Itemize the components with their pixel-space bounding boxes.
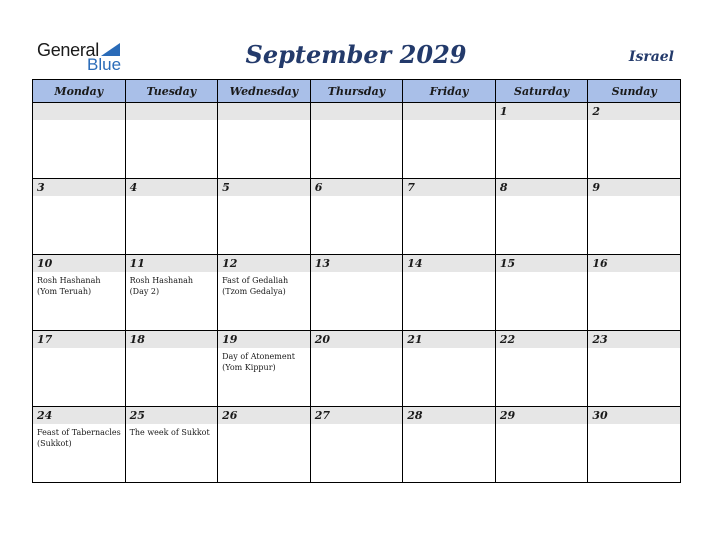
day-cell-header (496, 331, 588, 348)
day-cell (310, 179, 403, 255)
day-cell (125, 407, 218, 483)
day-cell (125, 331, 218, 407)
day-number: 3 (37, 181, 45, 194)
day-number: 26 (222, 409, 238, 422)
weekday-header: Sunday (588, 80, 681, 103)
day-cell-header (496, 255, 588, 272)
day-cell-header (311, 255, 403, 272)
day-number: 9 (592, 181, 601, 194)
day-number: 10 (37, 257, 53, 270)
holiday-event: Rosh Hashanah (Day 2) (129, 276, 194, 296)
day-number: 15 (499, 257, 516, 270)
weekday-header-row (33, 80, 681, 103)
weekday-header: Thursday (310, 80, 403, 103)
holiday-event (588, 424, 680, 427)
day-cell-header (311, 407, 403, 424)
calendar-title: September 2029 (245, 40, 467, 69)
holiday-event: Feast of Tabernacles (Sukkot) (37, 428, 121, 448)
country-label: Israel (628, 49, 674, 65)
day-number (311, 103, 403, 106)
day-cell (403, 103, 496, 179)
weekday-header: Friday (403, 80, 496, 103)
holiday-event (588, 272, 680, 275)
holiday-event (496, 120, 588, 123)
day-cell-header (311, 179, 403, 196)
day-cell (588, 103, 681, 179)
day-number (33, 103, 125, 106)
day-cell-header (496, 179, 588, 196)
day-number: 1 (499, 105, 508, 118)
day-number: 25 (129, 409, 145, 422)
day-cell-header (126, 331, 218, 348)
holiday-event (33, 120, 125, 123)
day-number (403, 103, 495, 106)
day-cell (495, 255, 588, 331)
holiday-event (311, 424, 403, 427)
day-cell-header (588, 255, 680, 272)
day-number: 4 (129, 181, 138, 194)
holiday-event: Rosh Hashanah (Yom Teruah) (37, 276, 101, 296)
day-cell-header (311, 103, 403, 120)
day-number: 22 (499, 333, 516, 346)
holiday-event: Fast of Gedaliah (Tzom Gedalya) (222, 276, 289, 296)
day-cell (33, 255, 126, 331)
holiday-event (496, 348, 588, 351)
day-cell (495, 331, 588, 407)
holiday-event (311, 196, 403, 199)
holiday-event (218, 196, 310, 199)
day-cell-header (496, 103, 588, 120)
logo-general-text: General (37, 40, 99, 60)
day-number: 21 (407, 333, 423, 346)
weekday-header: Wednesday (218, 80, 311, 103)
day-cell (403, 255, 496, 331)
holiday-event (126, 120, 218, 123)
day-number: 28 (407, 409, 423, 422)
day-cell (125, 255, 218, 331)
day-cell (218, 255, 311, 331)
day-cell (310, 255, 403, 331)
day-number: 23 (592, 333, 608, 346)
holiday-event (588, 196, 680, 199)
calendar-grid (32, 79, 681, 483)
day-number: 14 (407, 257, 423, 270)
day-cell-header (496, 407, 588, 424)
day-number: 24 (37, 409, 53, 422)
holiday-event (126, 348, 218, 351)
holiday-event (403, 196, 495, 199)
day-number: 6 (314, 181, 323, 194)
holiday-event (588, 120, 680, 123)
day-number: 8 (499, 181, 508, 194)
day-cell-header (588, 103, 680, 120)
holiday-event (311, 348, 403, 351)
holiday-event (403, 424, 495, 427)
day-cell (495, 179, 588, 255)
day-cell-header (33, 407, 125, 424)
day-cell-header (403, 255, 495, 272)
holiday-event (33, 196, 125, 199)
day-number: 11 (129, 257, 145, 270)
day-cell (218, 331, 311, 407)
day-cell (588, 331, 681, 407)
day-number: 19 (222, 333, 238, 346)
day-cell (310, 407, 403, 483)
day-cell (218, 103, 311, 179)
day-cell (125, 103, 218, 179)
day-number: 13 (314, 257, 330, 270)
day-number: 17 (37, 333, 53, 346)
weekday-header: Monday (33, 80, 126, 103)
day-cell-header (126, 407, 218, 424)
holiday-event (588, 348, 680, 351)
holiday-event (496, 196, 588, 199)
day-number: 29 (499, 409, 516, 422)
day-cell (218, 179, 311, 255)
day-cell-header (218, 255, 310, 272)
day-cell (310, 103, 403, 179)
week-row (33, 179, 681, 255)
day-number: 20 (314, 333, 330, 346)
week-row (33, 331, 681, 407)
day-number: 16 (592, 257, 608, 270)
day-cell (403, 179, 496, 255)
day-cell (125, 179, 218, 255)
day-cell (403, 331, 496, 407)
day-number: 18 (129, 333, 145, 346)
week-row (33, 255, 681, 331)
holiday-event (403, 272, 495, 275)
day-cell (588, 179, 681, 255)
day-cell (495, 407, 588, 483)
day-number: 5 (222, 181, 230, 194)
day-number: 30 (592, 409, 608, 422)
holiday-event (311, 272, 403, 275)
day-cell-header (33, 255, 125, 272)
holiday-event (218, 120, 310, 123)
day-cell-header (403, 407, 495, 424)
day-cell-header (218, 179, 310, 196)
day-cell-header (33, 331, 125, 348)
day-number (218, 103, 310, 106)
day-cell-header (311, 331, 403, 348)
day-number: 7 (407, 181, 415, 194)
day-cell (495, 103, 588, 179)
day-cell-header (403, 331, 495, 348)
day-cell (218, 407, 311, 483)
day-cell (33, 103, 126, 179)
day-cell (588, 255, 681, 331)
day-cell (588, 407, 681, 483)
day-cell (310, 331, 403, 407)
day-cell (33, 407, 126, 483)
holiday-event (33, 348, 125, 351)
week-row (33, 407, 681, 483)
day-cell-header (588, 331, 680, 348)
holiday-event (311, 120, 403, 123)
holiday-event (496, 272, 588, 275)
holiday-event (496, 424, 588, 427)
day-cell-header (588, 407, 680, 424)
day-cell-header (218, 331, 310, 348)
holiday-event (126, 196, 218, 199)
day-number: 2 (592, 105, 601, 118)
day-cell-header (126, 255, 218, 272)
day-cell-header (33, 103, 125, 120)
day-cell-header (403, 179, 495, 196)
day-cell-header (33, 179, 125, 196)
weekday-header: Tuesday (125, 80, 218, 103)
logo-blue-text: Blue (87, 55, 122, 74)
day-cell-header (126, 103, 218, 120)
day-cell (33, 331, 126, 407)
holiday-event: Day of Atonement (Yom Kippur) (222, 352, 295, 372)
day-number: 27 (314, 409, 330, 422)
day-cell-header (403, 103, 495, 120)
weekday-header: Saturday (495, 80, 588, 103)
holiday-event (403, 348, 495, 351)
day-number (126, 103, 218, 106)
day-cell-header (126, 179, 218, 196)
day-cell-header (218, 407, 310, 424)
holiday-event (218, 424, 310, 427)
day-cell-header (588, 179, 680, 196)
day-cell-header (218, 103, 310, 120)
day-cell (33, 179, 126, 255)
holiday-event: The week of Sukkot (129, 428, 210, 437)
holiday-event (403, 120, 495, 123)
day-cell (403, 407, 496, 483)
day-number: 12 (222, 257, 238, 270)
week-row (33, 103, 681, 179)
